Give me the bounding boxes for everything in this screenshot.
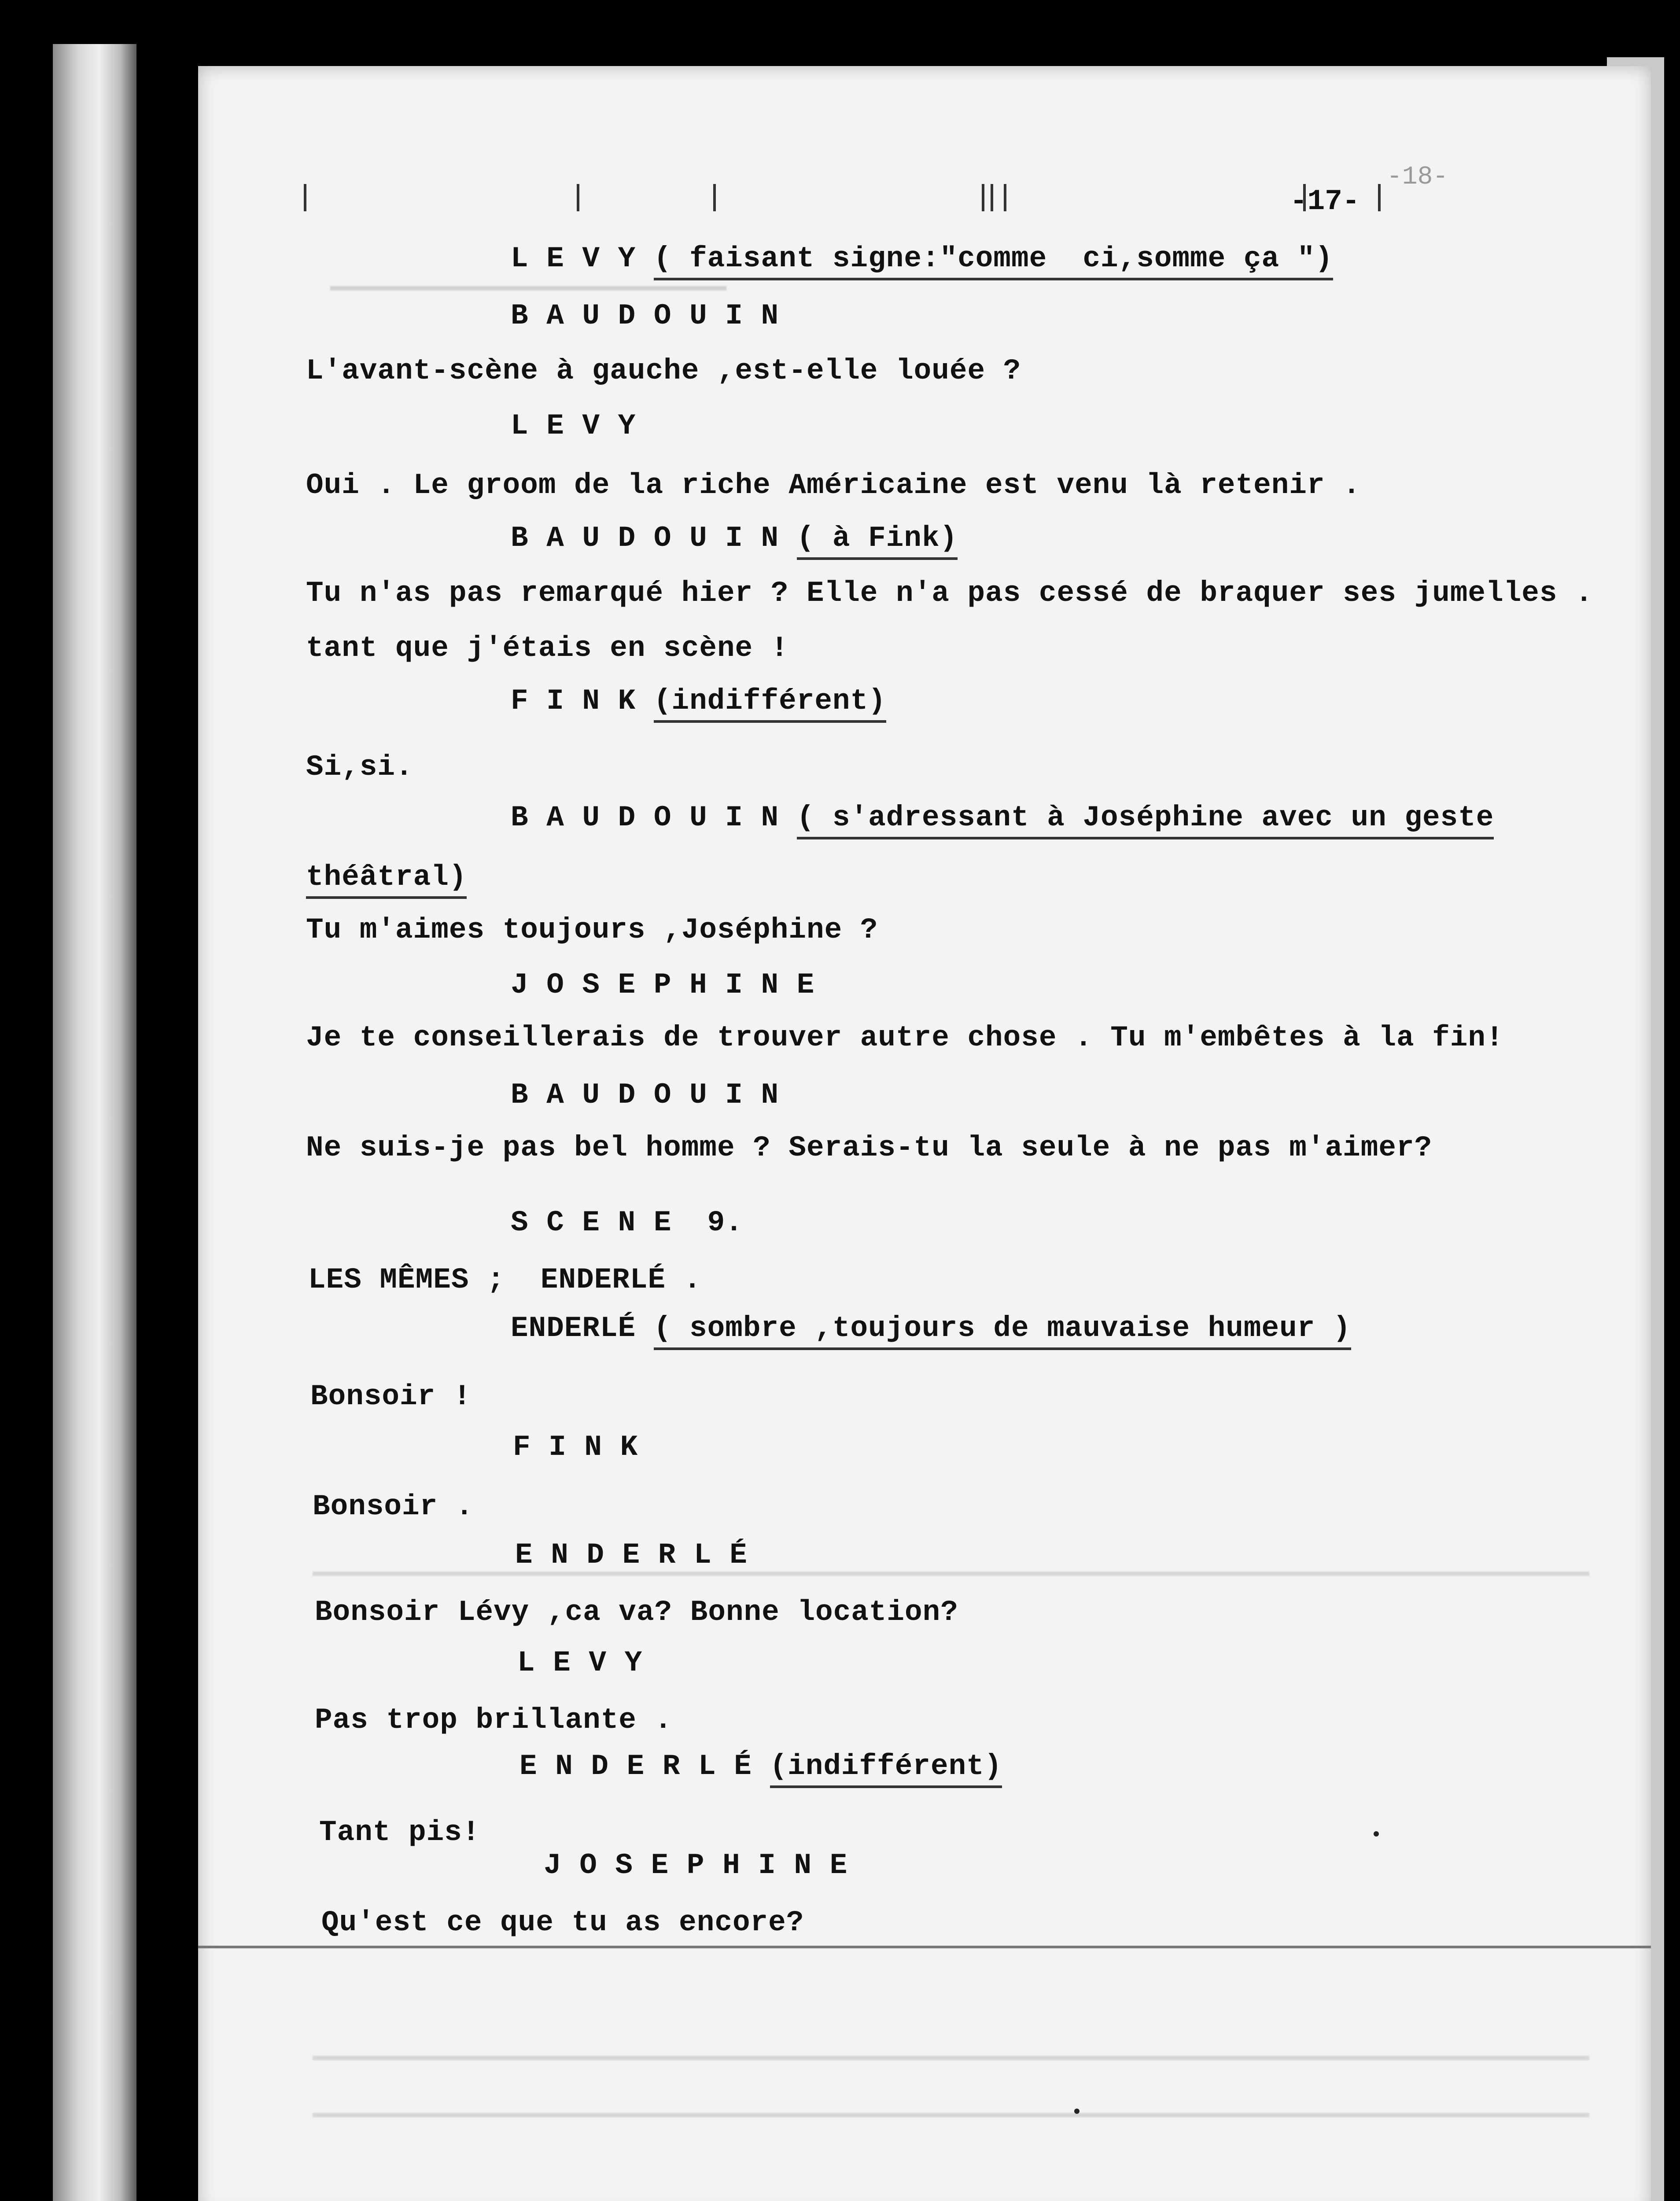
speaker-line-levy (511, 242, 1333, 275)
bleed-through (313, 2056, 1589, 2060)
dialogue-line: Bonsoir . (313, 1490, 474, 1523)
bleed-through (313, 2113, 1589, 2117)
speaker-line-baudouin: B A U D O U I N (511, 1078, 779, 1112)
stage-direction: ( à Fink) (797, 522, 958, 560)
speaker-line-levy: L E V Y (517, 1646, 643, 1679)
tab-tick (1004, 184, 1006, 211)
speaker-line-baudouin (511, 801, 1494, 834)
cast-line: LES MÊMES ; ENDERLÉ . (308, 1263, 702, 1296)
speaker-line-baudouin (511, 522, 958, 555)
ink-speck (1074, 2109, 1079, 2114)
tab-tick (991, 184, 993, 211)
dialogue-line: Tu n'as pas remarqué hier ? Elle n'a pas cessé de braquer ses jumelles . (306, 577, 1593, 610)
speaker-name: B A U D O U I N (511, 801, 779, 834)
tab-tick (1378, 184, 1381, 211)
speaker-line-josephine: J O S E P H I N E (511, 968, 815, 1001)
tab-tick (713, 184, 716, 211)
stage-direction-continued (306, 861, 467, 894)
bleed-through (313, 1572, 1589, 1576)
stage-direction: théâtral) (306, 861, 467, 899)
speaker-name: F I N K (511, 685, 636, 718)
speaker-name: L E V Y (511, 242, 636, 275)
speaker-line-fink (511, 685, 886, 718)
page-number: -17- (1290, 185, 1360, 218)
dialogue-line: Bonsoir Lévy ,ca va? Bonne location? (315, 1596, 958, 1629)
speaker-line-fink: F I N K (513, 1431, 638, 1464)
dialogue-line: Je te conseillerais de trouver autre chose . Tu m'embêtes à la fin! (306, 1021, 1504, 1054)
dialogue-line: Tant pis! (319, 1816, 480, 1849)
dialogue-line: Oui . Le groom de la riche Américaine est venu là retenir . (306, 469, 1361, 502)
speaker-line-enderle: E N D E R L É (515, 1538, 748, 1572)
scene-heading: S C E N E 9. (511, 1206, 743, 1239)
stage-direction: ( sombre ,toujours de mauvaise humeur ) (654, 1312, 1351, 1350)
stage-direction: ( faisant signe:"comme ci,somme ça ") (654, 242, 1333, 280)
speaker-name: B A U D O U I N (511, 522, 779, 555)
dialogue-line: Tu m'aimes toujours ,Joséphine ? (306, 913, 878, 946)
binding-strip (53, 44, 136, 2201)
dialogue-line: L'avant-scène à gauche ,est-elle louée ? (306, 354, 1021, 387)
scan-fold-line (198, 1946, 1651, 1948)
dialogue-line: Si,si. (306, 751, 413, 784)
dialogue-line: Pas trop brillante . (315, 1704, 673, 1737)
stage-direction: (indifférent) (654, 685, 886, 723)
ink-speck (1374, 1831, 1379, 1837)
stage-direction: (indifférent) (770, 1750, 1002, 1788)
tab-tick (982, 184, 984, 211)
speaker-line-enderle (519, 1750, 1002, 1783)
speaker-line-enderle (511, 1312, 1351, 1345)
bleed-through (330, 286, 726, 291)
dialogue-line: Bonsoir ! (310, 1380, 472, 1413)
tab-tick (304, 184, 306, 211)
speaker-line-baudouin: B A U D O U I N (511, 299, 779, 332)
speaker-name: E N D E R L É (519, 1750, 752, 1783)
speaker-name: ENDERLÉ (511, 1312, 636, 1345)
dialogue-line: tant que j'étais en scène ! (306, 632, 789, 665)
dialogue-line: Ne suis-je pas bel homme ? Serais-tu la seule à ne pas m'aimer? (306, 1131, 1433, 1164)
ghost-page-number: -18- (1387, 163, 1448, 191)
dialogue-line: Qu'est ce que tu as encore? (321, 1906, 804, 1939)
speaker-line-josephine: J O S E P H I N E (544, 1849, 848, 1882)
stage-direction: ( s'adressant à Joséphine avec un geste (797, 801, 1494, 839)
tab-tick (577, 184, 579, 211)
speaker-line-levy: L E V Y (511, 409, 636, 442)
